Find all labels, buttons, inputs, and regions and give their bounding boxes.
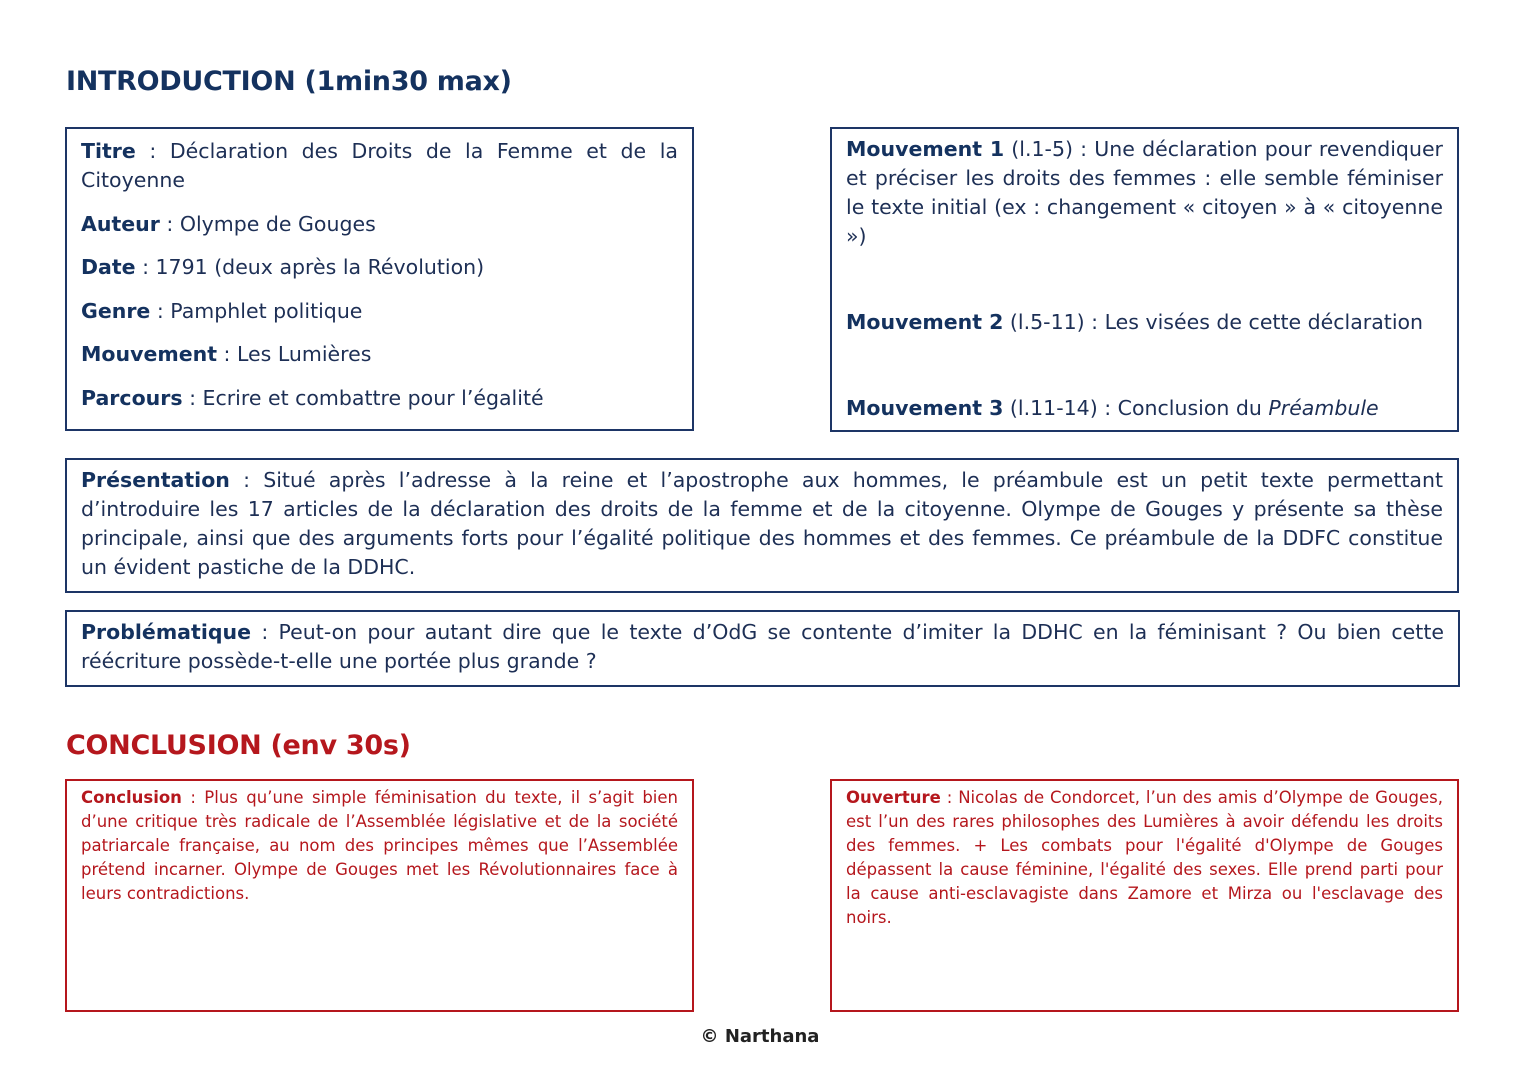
titre-value: : Déclaration des Droits de la Femme et de la Citoyenne — [81, 139, 678, 192]
conclusion-box — [65, 779, 694, 1012]
movement-3-lines: (l.11-14) : — [1003, 396, 1118, 420]
presentation-text: : Situé après l’adresse à la reine et l’apostrophe aux hommes, le préambule est un petit texte permettant d’introduire les 17 articles de la déclaration des droits de la femme et de la citoyenne. Olympe de Gouges y présente sa thèse principale, ainsi que des arguments forts pour l’égalité politique des hommes et des femmes. Ce préambule de la DDFC constitue un évident pastiche de la DDHC. — [81, 468, 1443, 579]
movement-2 — [846, 308, 1443, 337]
presentation-label: Présentation — [81, 468, 230, 492]
problematique-text: : Peut-on pour autant dire que le texte d’OdG se contente d’imiter la DDHC en la féminisant ? Ou bien cette réécriture possède-t-elle une portée plus grande ? — [81, 620, 1444, 673]
genre-value: : Pamphlet politique — [150, 298, 363, 323]
titre-label: Titre — [81, 139, 136, 163]
ouverture-text: : Nicolas de Condorcet, l’un des amis d’Olympe de Gouges, est l’un des rares philosophes des Lumières à avoir défendu les droits des femmes. + Les combats pour l'égalité d'Olympe de Gouges dépassent la cause féminine, l'égalité des sexes. Elle prend parti pour la cause anti-esclavagiste dans Zamore et Mirza ou l'esclavage des noirs. — [846, 788, 1443, 927]
ouverture-box — [830, 779, 1459, 1012]
conclusion-heading: CONCLUSION (env 30s) — [66, 730, 411, 761]
movement-2-lines: (l.5-11) : — [1003, 310, 1105, 334]
movement-1-text: Une déclaration pour revendiquer et préciser les droits des femmes : elle semble féminiser le texte initial (ex : changement « citoyen » à « citoyenne ») — [846, 137, 1443, 248]
parcours-value: : Ecrire et combattre pour l’égalité — [182, 385, 544, 410]
movement-2-text: Les visées de cette déclaration — [1104, 310, 1424, 334]
problematique-box — [65, 610, 1460, 687]
date-line — [81, 253, 678, 282]
copyright-footer: © Narthana — [700, 1026, 820, 1047]
movement-3-label: Mouvement 3 — [846, 396, 1004, 420]
mouvement-label: Mouvement — [81, 342, 218, 366]
movement-1-label: Mouvement 1 — [846, 137, 1005, 161]
conclusion-text: : Plus qu’une simple féminisation du texte, il s’agit bien d’une critique très radicale de l’Assemblée législative et de la société patriarcale française, au nom des principes mêmes que l’Assemblée prétend incarner. Olympe de Gouges met les Révolutionnaires face à leurs contradictions. — [81, 788, 678, 903]
introduction-heading: INTRODUCTION (1min30 max) — [66, 66, 512, 97]
movement-1 — [846, 135, 1443, 251]
auteur-line — [81, 210, 678, 239]
mouvement-line — [81, 340, 678, 369]
parcours-label: Parcours — [81, 385, 183, 410]
movements-box — [830, 127, 1459, 432]
auteur-label: Auteur — [81, 211, 160, 236]
date-label: Date — [81, 255, 136, 279]
movement-1-lines: (l.1-5) : — [1004, 137, 1095, 161]
movement-2-label: Mouvement 2 — [846, 310, 1004, 334]
ouverture-label: Ouverture — [846, 788, 941, 807]
mouvement-value: : Les Lumières — [217, 342, 372, 366]
genre-label: Genre — [81, 298, 151, 323]
auteur-value: : Olympe de Gouges — [159, 211, 376, 236]
problematique-label: Problématique — [81, 620, 252, 644]
parcours-line — [81, 384, 678, 413]
movement-3 — [846, 394, 1443, 423]
conclusion-label: Conclusion — [81, 788, 182, 807]
movement-3-italic: Préambule — [1268, 396, 1379, 420]
titre-line — [81, 137, 678, 195]
ouverture-paragraph — [846, 786, 1443, 930]
problematique-paragraph — [81, 618, 1444, 676]
movement-3-text: Conclusion du — [1117, 396, 1269, 420]
presentation-paragraph — [81, 466, 1443, 582]
genre-line — [81, 297, 678, 326]
identity-box — [65, 127, 694, 431]
conclusion-paragraph — [81, 786, 678, 906]
date-value: : 1791 (deux après la Révolution) — [135, 255, 485, 279]
presentation-box — [65, 458, 1459, 593]
